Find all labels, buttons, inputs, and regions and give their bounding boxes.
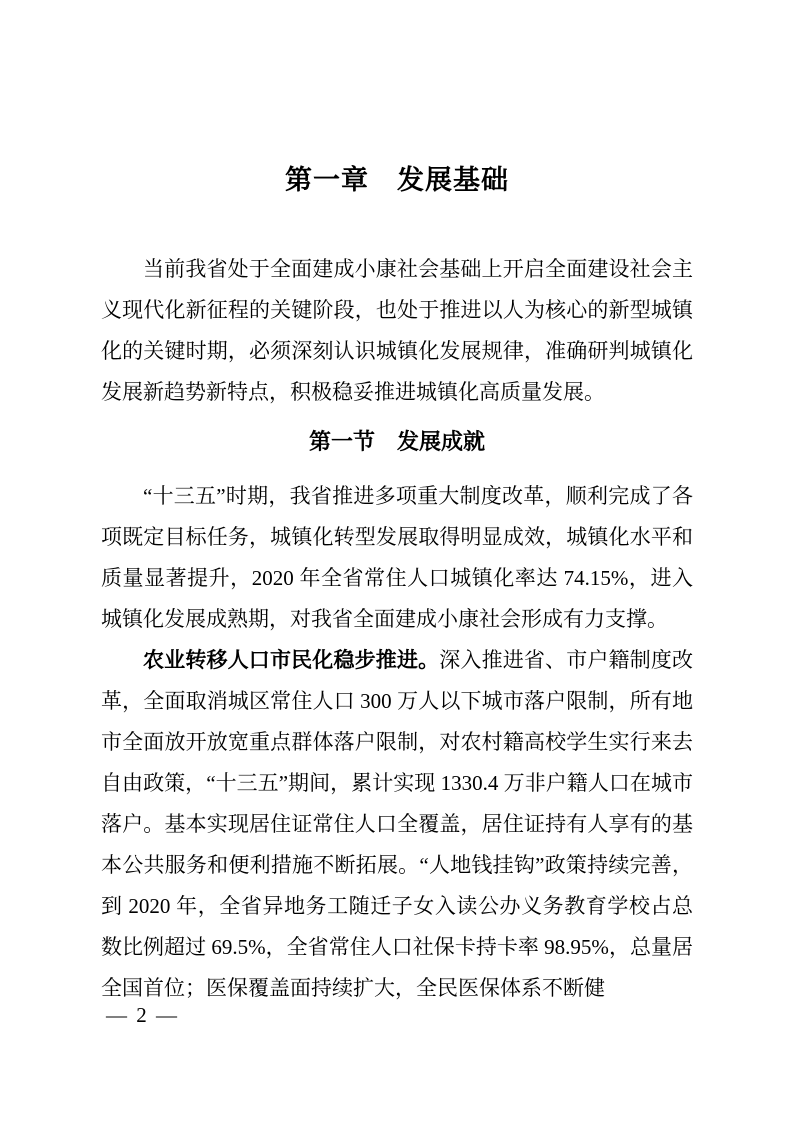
page-content <box>101 249 693 1009</box>
page-number: — 2 — <box>106 1003 179 1027</box>
paragraph-body-text: 深入推进省、市户籍制度改革，全面取消城区常住人口 300 万人以下城市落户限制，所有地市全面放开放宽重点群体落户限制，对农村籍高校学生实行来去自由政策，“十三五”期间，累计实现 1330.4 万非户籍人口在城市落户。基本实现居住证常住人口全覆盖，居住证持有人享有的基本公共服务和便利措施不断拓展。“人地钱挂钩”政策持续完善，到 2020 年，全省异地务工随迁子女入读公办义务教育学校占总数比例超过 69.5%，全省常住人口社保卡持卡率 98.95%，总量居全国首位；医保覆盖面持续扩大，全民医保体系不断健 <box>101 648 694 1000</box>
chapter-title: 第一章 发展基础 <box>285 165 509 195</box>
paragraph-citizenization <box>101 640 693 1009</box>
paragraph-lead-bold: 农业转移人口市民化稳步推进。 <box>143 649 440 672</box>
paragraph-achievements: “十三五”时期，我省推进多项重大制度改革，顺利完成了各项既定目标任务，城镇化转型发展取得明显成效，城镇化水平和质量显著提升，2020 年全省常住人口城镇化率达 74.15%，进入城镇化发展成熟期，对我省全面建成小康社会形成有力支撑。 <box>101 484 693 631</box>
paragraph-intro: 当前我省处于全面建成小康社会基础上开启全面建设社会主义现代化新征程的关键阶段，也处于推进以人为核心的新型城镇化的关键时期，必须深刻认识城镇化发展规律，准确研判城镇化发展新趋势新特点，积极稳妥推进城镇化高质量发展。 <box>101 257 693 404</box>
section-title: 第一节 发展成就 <box>308 429 485 454</box>
